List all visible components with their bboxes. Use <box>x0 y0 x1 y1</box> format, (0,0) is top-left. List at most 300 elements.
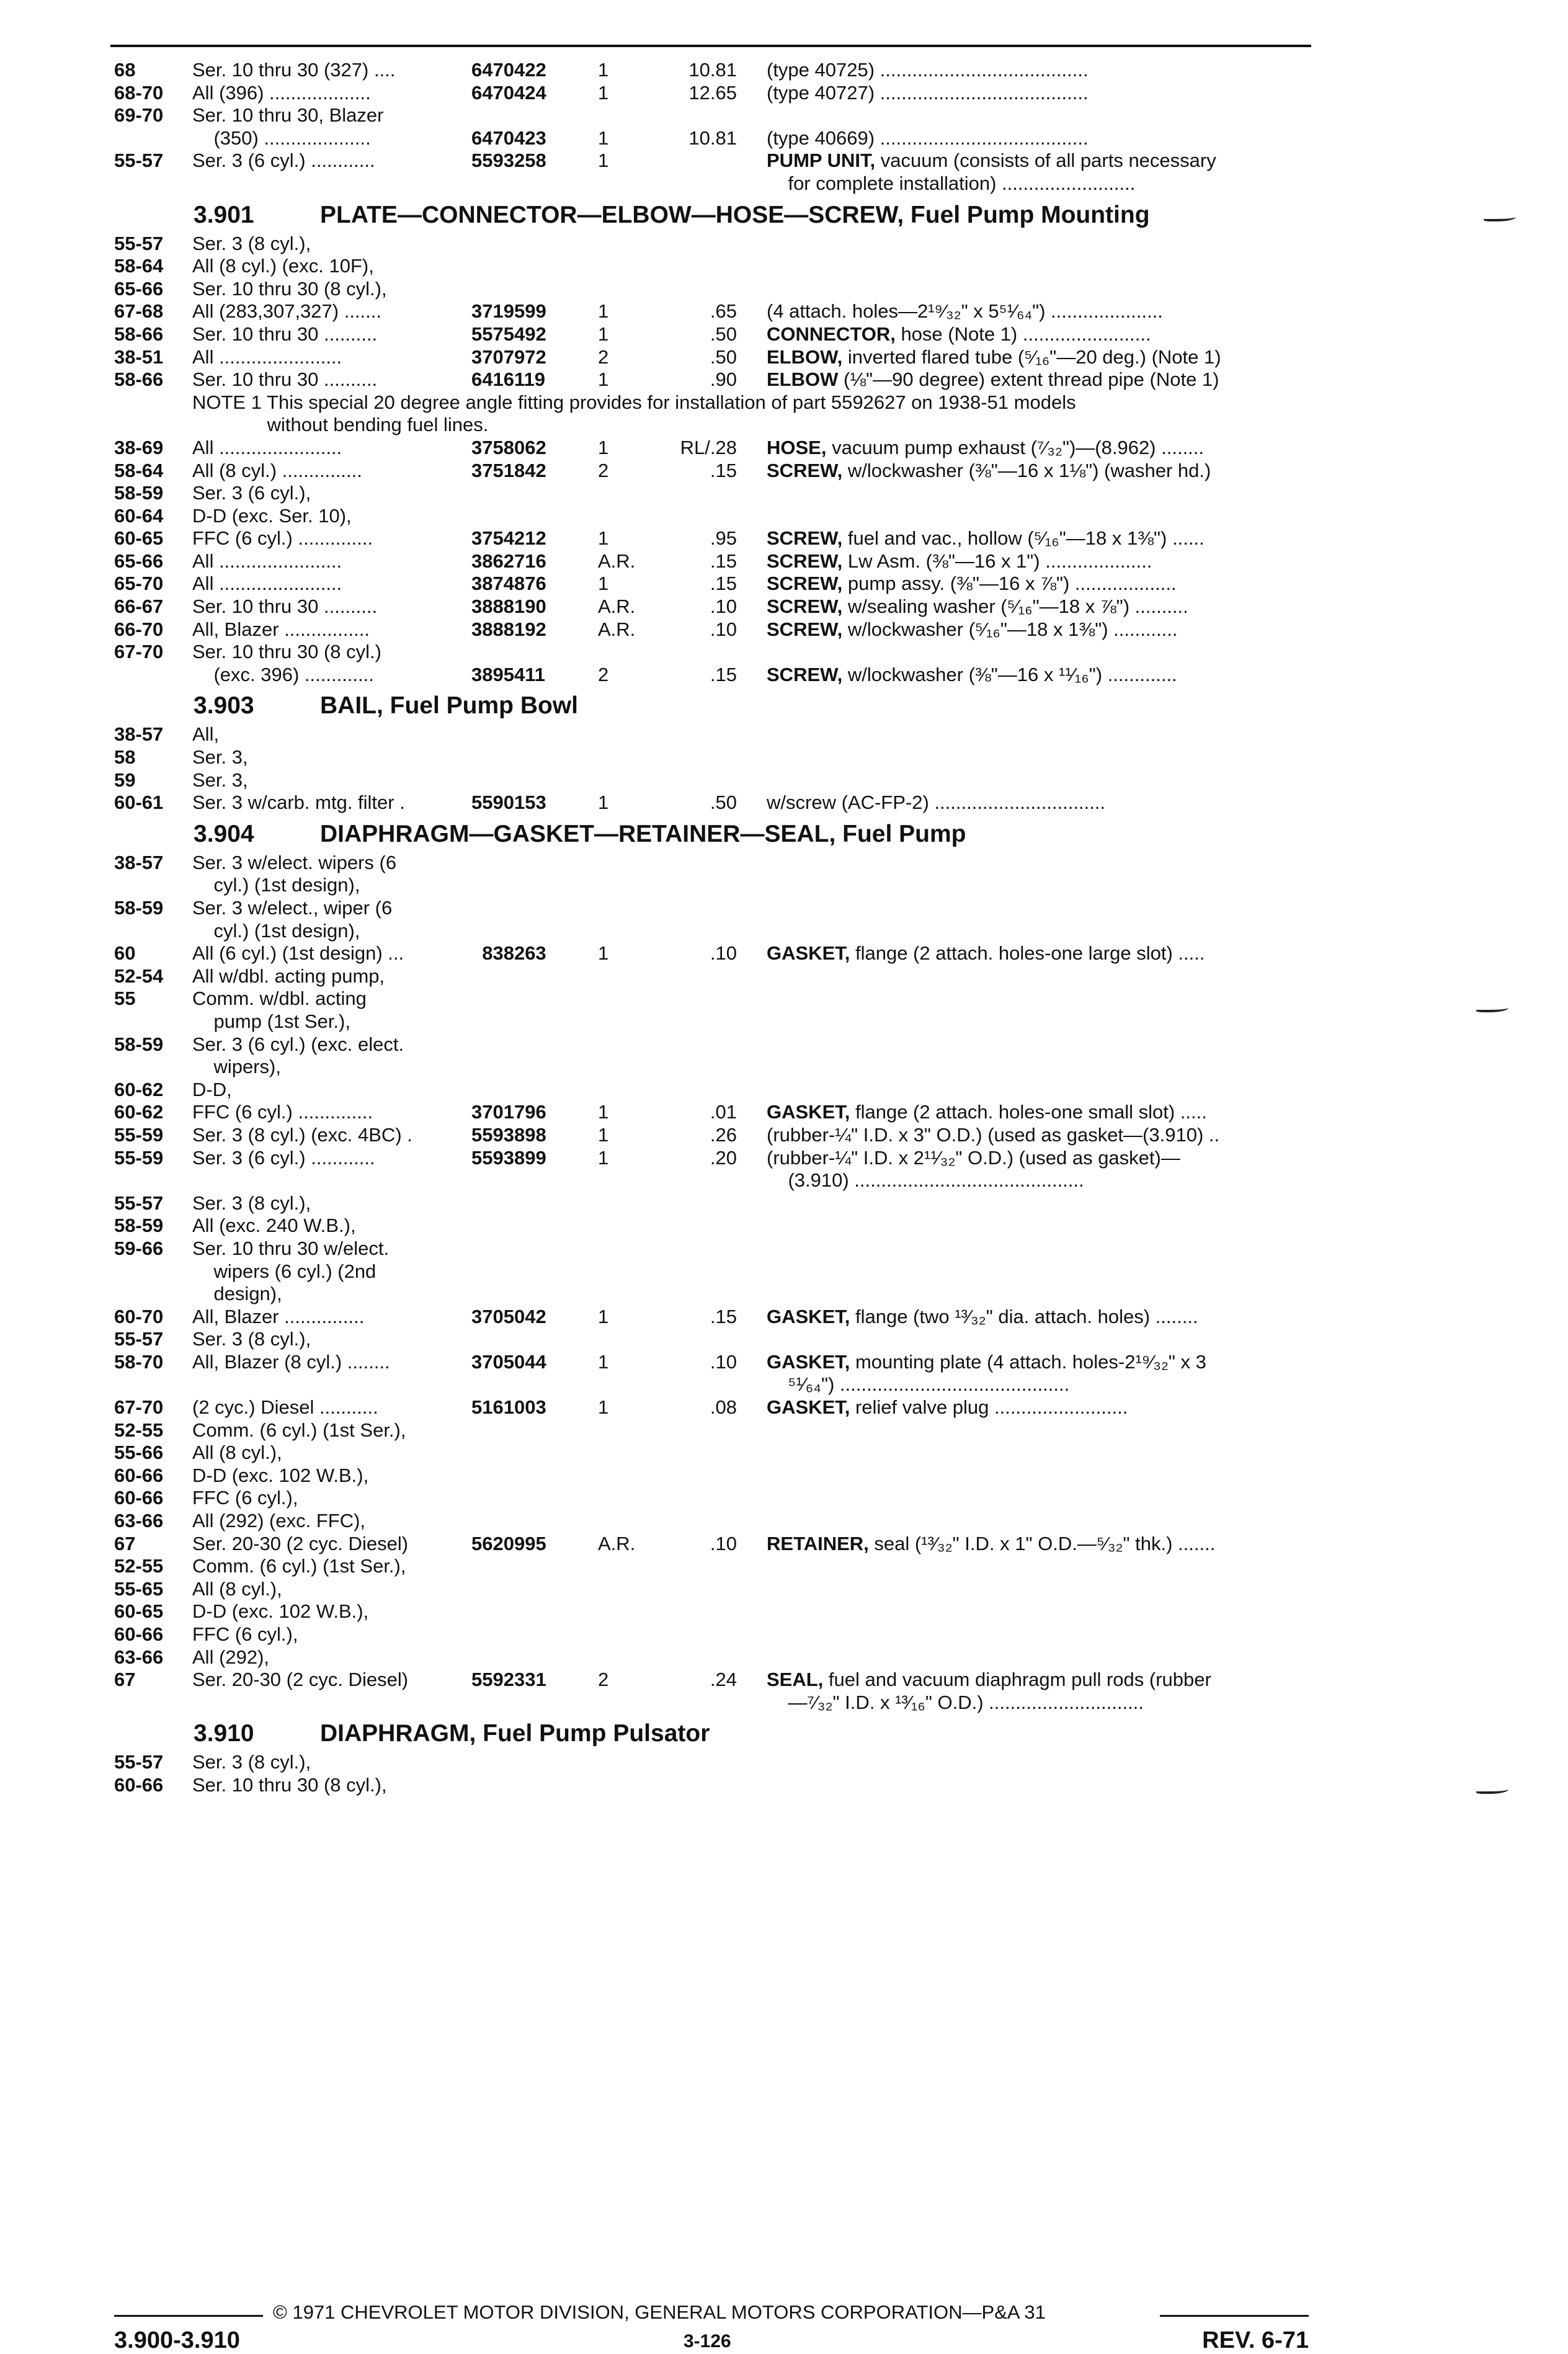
part-number: 5593898 <box>471 1123 546 1146</box>
model-year: 63-66 <box>114 1510 164 1532</box>
price: RL/.28 <box>680 436 737 458</box>
model-year: 63-66 <box>114 1646 164 1668</box>
quantity: 1 <box>598 127 609 149</box>
model-year: 69-70 <box>114 104 164 127</box>
parts-row <box>0 1555 1568 1578</box>
price: .50 <box>710 346 737 368</box>
item-detail <box>767 300 1163 323</box>
model-description: (exc. 396) ............. <box>192 663 374 685</box>
parts-row <box>0 965 1568 988</box>
model-description: Ser. 3 (8 cyl.), <box>192 232 311 254</box>
quantity: 1 <box>598 1146 609 1169</box>
item-name: SCREW, <box>767 550 843 572</box>
model-year: 58 <box>114 746 136 769</box>
quantity: 1 <box>598 59 609 81</box>
model-year: 55-66 <box>114 1442 164 1464</box>
quantity: 1 <box>598 1350 609 1373</box>
model-description: All ....................... <box>192 550 342 572</box>
parts-row <box>0 573 1568 595</box>
model-year: 60-62 <box>114 1078 164 1100</box>
part-number: 3895411 <box>471 663 545 685</box>
item-detail <box>767 127 1089 150</box>
parts-row <box>0 255 1568 278</box>
item-description: ⁵¹⁄₆₄") ........................................... <box>767 1373 1070 1396</box>
model-description: Ser. 3 w/elect. wipers (6 <box>192 851 397 873</box>
parts-row <box>0 59 1568 82</box>
quantity: 1 <box>598 1396 609 1419</box>
model-description: pump (1st Ser.), <box>192 1010 350 1032</box>
model-description: Ser. 3 (8 cyl.), <box>192 1751 311 1773</box>
item-detail <box>767 460 1211 483</box>
section-heading <box>0 690 1568 722</box>
model-year: 60-65 <box>114 527 164 550</box>
item-detail <box>767 323 1151 346</box>
model-year: 60-65 <box>114 1600 164 1623</box>
parts-row <box>0 1465 1568 1487</box>
model-year: 38-57 <box>114 851 164 873</box>
item-name: CONNECTOR, <box>767 323 896 345</box>
parts-row <box>0 1192 1568 1215</box>
model-year: 55-57 <box>114 1328 164 1350</box>
item-description: seal (¹³⁄₃₂" I.D. x 1" O.D.—⁵⁄₃₂" thk.) ....... <box>868 1532 1216 1554</box>
quantity: 1 <box>598 942 609 965</box>
parts-row <box>0 550 1568 573</box>
parts-row <box>0 233 1568 256</box>
item-description: (3.910) ........................................... <box>767 1169 1084 1192</box>
quantity: 1 <box>598 573 609 595</box>
part-number: 3874876 <box>471 573 546 595</box>
item-detail <box>767 550 1152 573</box>
model-year: 55-57 <box>114 1192 164 1214</box>
parts-row <box>0 769 1568 792</box>
model-description: All (283,307,327) ....... <box>192 300 382 323</box>
parts-row <box>0 1646 1568 1669</box>
parts-row <box>0 1751 1568 1774</box>
model-year: 60-66 <box>114 1773 164 1796</box>
section-heading <box>0 818 1568 850</box>
model-description: Comm. w/dbl. acting <box>192 988 367 1010</box>
parts-row <box>0 1101 1568 1124</box>
item-detail <box>767 368 1219 391</box>
item-description: (4 attach. holes—2¹⁹⁄₃₂" x 5⁵¹⁄₆₄") ..................... <box>767 300 1163 323</box>
model-description: Ser. 10 thru 30 (8 cyl.) <box>192 641 381 663</box>
model-description: All, Blazer ............... <box>192 1305 365 1327</box>
item-detail <box>767 664 1177 687</box>
part-number: 3888190 <box>471 595 546 618</box>
parts-row <box>0 414 1568 437</box>
model-description: FFC (6 cyl.), <box>192 1487 298 1509</box>
quantity: 1 <box>598 323 609 345</box>
parts-row <box>0 104 1568 127</box>
quantity: A.R. <box>598 550 636 572</box>
item-detail <box>767 791 1105 814</box>
parts-row <box>0 346 1568 369</box>
parts-row <box>0 1774 1568 1797</box>
price: .15 <box>710 459 737 481</box>
parts-row <box>0 172 1568 195</box>
parts-row <box>0 1079 1568 1102</box>
model-year: 38-57 <box>114 723 164 746</box>
parts-row <box>0 920 1568 943</box>
part-number: 3862716 <box>471 550 546 572</box>
model-year: 58-64 <box>114 255 164 277</box>
model-description: All ....................... <box>192 436 342 458</box>
parts-row <box>0 1487 1568 1510</box>
part-number: 6470424 <box>471 81 546 104</box>
model-description: cyl.) (1st design), <box>192 874 360 896</box>
parts-row <box>0 1328 1568 1351</box>
quantity: 1 <box>598 368 609 391</box>
model-description: All, Blazer (8 cyl.) ........ <box>192 1350 390 1373</box>
item-name: ELBOW, <box>767 346 843 368</box>
section-number: 3.904 <box>194 820 254 847</box>
model-description: Ser. 3 (8 cyl.), <box>192 1192 311 1214</box>
model-description: All (396) ................... <box>192 81 371 104</box>
note-text: NOTE 1 This special 20 degree angle fitting provides for installation of part 5592627 on 1938-51 models <box>192 391 1076 413</box>
section-heading <box>0 199 1568 231</box>
parts-row <box>0 1056 1568 1079</box>
model-year: 55 <box>114 988 136 1010</box>
model-description: All w/dbl. acting pump, <box>192 965 385 987</box>
model-year: 55-57 <box>114 232 164 254</box>
parts-row <box>0 1419 1568 1442</box>
model-year: 67-70 <box>114 1396 164 1419</box>
parts-row <box>0 1010 1568 1033</box>
parts-row <box>0 1351 1568 1374</box>
item-description: w/lockwasher (⅜"—16 x 1⅛") (washer hd.) <box>842 459 1211 481</box>
model-description: All (6 cyl.) (1st design) ... <box>192 942 404 965</box>
model-year: 60-66 <box>114 1623 164 1645</box>
item-detail <box>767 1351 1206 1374</box>
item-name: GASKET, <box>767 1396 850 1419</box>
item-detail <box>767 1124 1219 1147</box>
model-description: Ser. 3, <box>192 769 248 791</box>
model-description: D-D, <box>192 1078 232 1100</box>
price: .01 <box>710 1101 737 1123</box>
part-number: 3705042 <box>471 1305 546 1327</box>
model-description: All (8 cyl.) ............... <box>192 459 362 481</box>
model-description: Comm. (6 cyl.) (1st Ser.), <box>192 1419 406 1441</box>
parts-row <box>0 723 1568 746</box>
section-title: DIAPHRAGM—GASKET—RETAINER—SEAL, Fuel Pump <box>320 820 966 847</box>
item-name: GASKET, <box>767 1305 850 1327</box>
model-year: 58-66 <box>114 323 164 345</box>
parts-row <box>0 323 1568 346</box>
parts-row <box>0 874 1568 897</box>
model-year: 67-68 <box>114 300 164 323</box>
item-description: (rubber-¼" I.D. x 3" O.D.) (used as gasket—(3.910) .. <box>767 1123 1220 1146</box>
part-number: 5620995 <box>471 1532 546 1554</box>
part-number: 5592331 <box>471 1669 546 1691</box>
model-description: design), <box>192 1283 282 1305</box>
model-description: Ser. 10 thru 30 w/elect. <box>192 1237 390 1259</box>
part-number: 3707972 <box>471 346 546 368</box>
parts-row <box>0 942 1568 965</box>
part-number: 3701796 <box>471 1101 546 1123</box>
item-description: flange (2 attach. holes-one large slot) ..... <box>850 942 1205 965</box>
model-year: 60-66 <box>114 1464 164 1486</box>
model-description: wipers), <box>192 1056 281 1078</box>
parts-row <box>0 1306 1568 1329</box>
quantity: 1 <box>598 1123 609 1146</box>
model-description: All (8 cyl.), <box>192 1577 282 1600</box>
parts-catalog-body <box>0 59 1568 1797</box>
model-year: 65-70 <box>114 573 164 595</box>
quantity: 1 <box>598 81 609 104</box>
model-description: All, <box>192 723 220 746</box>
model-year: 58-59 <box>114 1215 164 1237</box>
parts-row <box>0 1623 1568 1646</box>
part-number: 6470423 <box>471 127 546 149</box>
model-description: Comm. (6 cyl.) (1st Ser.), <box>192 1555 406 1577</box>
part-number: 3888192 <box>471 618 546 640</box>
quantity: 1 <box>598 1101 609 1123</box>
model-description: (2 cyc.) Diesel ........... <box>192 1396 378 1419</box>
item-detail <box>767 573 1177 595</box>
model-description: cyl.) (1st design), <box>192 919 360 942</box>
parts-row <box>0 852 1568 875</box>
price: .10 <box>710 1350 737 1373</box>
parts-row <box>0 1215 1568 1237</box>
item-name: GASKET, <box>767 1350 850 1373</box>
item-detail <box>767 1396 1128 1419</box>
item-name: RETAINER, <box>767 1532 869 1554</box>
item-detail <box>767 1306 1198 1329</box>
model-description: wipers (6 cyl.) (2nd <box>192 1260 376 1282</box>
model-year: 67 <box>114 1669 136 1691</box>
section-number: 3.910 <box>194 1720 254 1747</box>
quantity: 1 <box>598 436 609 458</box>
item-detail <box>767 1373 1069 1396</box>
price: .20 <box>710 1146 737 1169</box>
quantity: 2 <box>598 663 609 685</box>
price: .15 <box>710 1305 737 1327</box>
item-description: pump assy. (⅜"—16 x ⅞") ................... <box>842 573 1177 595</box>
item-detail <box>767 618 1178 641</box>
model-description: Ser. 3 (6 cyl.) ............ <box>192 1146 375 1169</box>
price: .50 <box>710 791 737 814</box>
page-number: 3-126 <box>684 2331 731 2352</box>
section-title: BAIL, Fuel Pump Bowl <box>320 692 578 720</box>
quantity: 1 <box>598 527 609 550</box>
item-description: vacuum (consists of all parts necessary <box>875 149 1216 172</box>
price: 12.65 <box>688 81 737 104</box>
parts-row <box>0 149 1568 172</box>
item-description: (type 40725) ....................................... <box>767 59 1089 81</box>
parts-row <box>0 791 1568 814</box>
item-description: (rubber-¼" I.D. x 2¹¹⁄₃₂" O.D.) (used as gasket)— <box>767 1146 1180 1169</box>
price: .24 <box>710 1669 737 1691</box>
price: .10 <box>710 1532 737 1554</box>
parts-row <box>0 595 1568 618</box>
parts-row <box>0 664 1568 687</box>
parts-row <box>0 1396 1568 1419</box>
parts-row <box>0 1124 1568 1147</box>
section-heading <box>0 1718 1568 1750</box>
parts-row <box>0 527 1568 550</box>
model-description: Ser. 10 thru 30, Blazer <box>192 104 384 127</box>
price: 10.81 <box>688 59 737 81</box>
parts-row <box>0 505 1568 528</box>
parts-row <box>0 1260 1568 1283</box>
price: .26 <box>710 1123 737 1146</box>
model-description: All (exc. 240 W.B.), <box>192 1215 356 1237</box>
item-description: flange (two ¹³⁄₃₂" dia. attach. holes) ........ <box>850 1305 1198 1327</box>
model-year: 68 <box>114 59 136 81</box>
parts-row <box>0 437 1568 460</box>
model-description: Ser. 20-30 (2 cyc. Diesel) <box>192 1532 409 1554</box>
model-year: 65-66 <box>114 277 164 300</box>
item-detail <box>767 942 1205 965</box>
price: .15 <box>710 550 737 572</box>
model-description: Ser. 3 (6 cyl.) ............ <box>192 149 375 172</box>
parts-row <box>0 391 1568 414</box>
parts-row <box>0 1510 1568 1533</box>
item-description: w/lockwasher (⅜"—16 x ¹¹⁄₁₆") ............. <box>842 663 1177 685</box>
parts-row <box>0 641 1568 664</box>
item-detail <box>767 82 1089 105</box>
parts-row <box>0 1169 1568 1192</box>
item-detail <box>767 346 1221 369</box>
part-number: 6416119 <box>471 368 545 391</box>
parts-row <box>0 1442 1568 1465</box>
model-year: 55-57 <box>114 149 164 172</box>
model-year: 55-59 <box>114 1146 164 1169</box>
parts-row <box>0 482 1568 505</box>
model-year: 52-54 <box>114 965 164 987</box>
model-year: 38-51 <box>114 346 164 368</box>
item-description: w/lockwasher (⁵⁄₁₆"—18 x 1⅜") ............ <box>842 618 1178 640</box>
item-detail <box>767 1169 1084 1192</box>
item-detail <box>767 1533 1215 1556</box>
item-detail <box>767 59 1089 82</box>
model-description: Ser. 10 thru 30 (8 cyl.), <box>192 1773 387 1796</box>
price: .08 <box>710 1396 737 1419</box>
model-description: FFC (6 cyl.) .............. <box>192 1101 373 1123</box>
model-description: Ser. 3 w/elect., wiper (6 <box>192 897 393 919</box>
quantity: A.R. <box>598 595 636 618</box>
model-description: Ser. 3 (8 cyl.) (exc. 4BC) . <box>192 1123 412 1146</box>
parts-row <box>0 1147 1568 1170</box>
item-detail <box>767 595 1188 618</box>
model-year: 58-70 <box>114 1350 164 1373</box>
part-number: 3719599 <box>471 300 546 323</box>
parts-row <box>0 897 1568 920</box>
price: .15 <box>710 663 737 685</box>
parts-row <box>0 300 1568 323</box>
quantity: 1 <box>598 1305 609 1327</box>
model-year: 58-64 <box>114 459 164 481</box>
parts-row <box>0 1237 1568 1260</box>
price: .10 <box>710 618 737 640</box>
item-description: flange (2 attach. holes-one small slot) ..... <box>850 1101 1207 1123</box>
model-description: All (292), <box>192 1646 270 1668</box>
model-description: All ....................... <box>192 573 342 595</box>
model-year: 67-70 <box>114 641 164 663</box>
part-number: 5590153 <box>471 791 546 814</box>
model-description: Ser. 10 thru 30 .......... <box>192 368 378 391</box>
model-year: 58-59 <box>114 1033 164 1055</box>
quantity: 1 <box>598 149 609 172</box>
top-rule <box>110 45 1311 47</box>
parts-row <box>0 1283 1568 1306</box>
part-number: 5161003 <box>471 1396 546 1419</box>
price: .10 <box>710 942 737 965</box>
model-year: 60-66 <box>114 1487 164 1509</box>
quantity: 1 <box>598 791 609 814</box>
item-detail <box>767 527 1205 550</box>
item-detail <box>767 1147 1180 1170</box>
item-description: Lw Asm. (⅜"—16 x 1") .................... <box>842 550 1152 572</box>
quantity: 1 <box>598 300 609 323</box>
parts-row <box>0 127 1568 150</box>
item-description: mounting plate (4 attach. holes-2¹⁹⁄₃₂" x 3 <box>850 1350 1206 1373</box>
model-description: Ser. 3 (8 cyl.), <box>192 1328 311 1350</box>
item-name: HOSE, <box>767 436 827 458</box>
parts-row <box>0 1600 1568 1623</box>
price: .65 <box>710 300 737 323</box>
part-number: 3705044 <box>471 1350 546 1373</box>
section-range: 3.900-3.910 <box>114 2327 240 2353</box>
item-description: (type 40727) ....................................... <box>767 81 1089 104</box>
quantity: A.R. <box>598 1532 636 1554</box>
model-year: 67 <box>114 1532 136 1554</box>
part-number: 3754212 <box>471 527 546 550</box>
quantity: A.R. <box>598 618 636 640</box>
section-number: 3.901 <box>194 201 254 228</box>
model-year: 58-59 <box>114 482 164 504</box>
model-description: Ser. 3 w/carb. mtg. filter . <box>192 791 405 814</box>
part-number: 6470422 <box>471 59 546 81</box>
item-description: (type 40669) ....................................... <box>767 127 1089 149</box>
model-year: 60 <box>114 942 136 965</box>
model-year: 58-66 <box>114 368 164 391</box>
part-number: 5593258 <box>471 149 546 172</box>
model-description: D-D (exc. 102 W.B.), <box>192 1600 369 1623</box>
item-description: w/screw (AC-FP-2) ................................ <box>767 791 1105 814</box>
item-name: GASKET, <box>767 942 850 965</box>
model-year: 52-55 <box>114 1419 164 1441</box>
item-description: vacuum pump exhaust (⁷⁄₃₂")—(8.962) ........ <box>826 436 1205 458</box>
parts-row <box>0 1669 1568 1692</box>
part-number: 5593899 <box>471 1146 546 1169</box>
parts-row <box>0 1373 1568 1396</box>
quantity: 2 <box>598 1669 609 1691</box>
model-description: All (292) (exc. FFC), <box>192 1510 366 1532</box>
item-name: SCREW, <box>767 459 843 481</box>
part-number: 5575492 <box>471 323 546 345</box>
parts-row <box>0 1578 1568 1601</box>
note-text: without bending fuel lines. <box>192 414 489 436</box>
parts-row <box>0 1533 1568 1556</box>
item-description: for complete installation) ......................... <box>767 172 1136 194</box>
parts-row <box>0 1692 1568 1714</box>
price: .10 <box>710 595 737 618</box>
model-year: 60-70 <box>114 1305 164 1327</box>
model-description: Ser. 10 thru 30 .......... <box>192 323 378 345</box>
parts-row <box>0 278 1568 301</box>
model-year: 68-70 <box>114 81 164 104</box>
item-name: SCREW, <box>767 573 843 595</box>
parts-row <box>0 368 1568 391</box>
item-name: SCREW, <box>767 618 843 640</box>
item-description: inverted flared tube (⁵⁄₁₆"—20 deg.) (Note 1) <box>842 346 1221 368</box>
parts-row <box>0 1033 1568 1056</box>
copyright-text: © 1971 CHEVROLET MOTOR DIVISION, GENERAL MOTORS CORPORATION—P&A 31 <box>273 2301 1046 2323</box>
quantity: 2 <box>598 346 609 368</box>
item-name: SCREW, <box>767 527 843 550</box>
price: 10.81 <box>688 127 737 149</box>
